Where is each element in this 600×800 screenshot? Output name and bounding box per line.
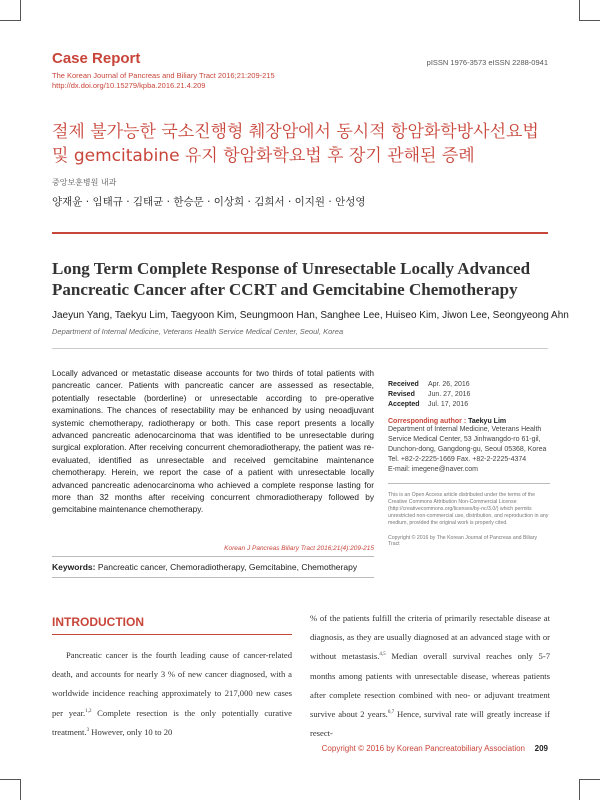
abstract-top-rule	[52, 348, 548, 349]
article-info-sidebar	[388, 380, 550, 547]
corresponding-author-heading	[388, 418, 550, 425]
introduction-rule	[52, 634, 292, 635]
issn: pISSN 1976-3573 eISSN 2288-0941	[426, 58, 548, 67]
intro-right-text-2: Median overall survival reaches only 5-7 months among patients with unresectable disease, whereas patients after complete resection combined with neo- or adjuvant treatment survive about 2 years.	[310, 651, 550, 720]
english-authors: Jaeyun Yang, Taekyu Lim, Taegyoon Kim, Seungmoon Han, Sanghee Lee, Huiseo Kim, Jiwon Lee, Seongyeong Ahn	[52, 310, 569, 321]
intro-right-text-3: Hence, survival rate will greatly increase if resect-	[310, 709, 551, 739]
keywords-label: Keywords:	[52, 562, 96, 572]
received-date: Apr. 26, 2016	[428, 381, 470, 388]
article-type: Case Report	[52, 50, 141, 67]
footer-copyright: Copyright © 2016 by Korean Pancreatobiliary Association	[321, 744, 525, 753]
sidebar-copyright: Copyright © 2016 by The Korean Journal of Pancreas and Biliary Tract	[388, 535, 538, 547]
keywords-bottom-rule	[52, 577, 374, 578]
introduction-right-column	[310, 609, 550, 743]
corresponding-author-address: Department of Internal Medicine, Veterans Health Service Medical Center, 53 Jinhwangdo-ro 61-gil, Dunchon-dong, Gangdong-gu, Seoul 05368, Korea	[388, 426, 547, 453]
english-title-line-2: Pancreatic Cancer after CCRT and Gemcitabine Chemotherapy	[52, 280, 518, 299]
korean-authors: 양재윤 · 임태규 · 김태균 · 한승문 · 이상희 · 김희서 · 이지원 · 안성영	[52, 196, 366, 208]
english-title-line-1: Long Term Complete Response of Unresectable Locally Advanced	[52, 259, 531, 278]
corresponding-author-email[interactable]: E-mail: imegene@naver.com	[388, 466, 478, 473]
corresponding-author-name: Taekyu Lim	[468, 418, 507, 425]
crop-mark-bottom-right	[579, 779, 600, 800]
accepted-date: Jul. 17, 2016	[428, 401, 469, 408]
korean-title-line-2: 및 gemcitabine 유지 항암화학요법 후 장기 관해된 증례	[52, 146, 475, 166]
abstract-citation: Korean J Pancreas Biliary Tract 2016;21(4):209-215	[224, 545, 374, 552]
corresponding-author-details	[388, 425, 550, 475]
korean-title	[52, 120, 552, 168]
intro-left-text-2: Complete resection is the only potentially curative treatment.	[52, 707, 292, 737]
revised-date: Jun. 27, 2016	[428, 391, 471, 398]
keywords-list: Pancreatic cancer, Chemoradiotherapy, Gemcitabine, Chemotherapy	[97, 562, 358, 572]
accepted-label: Accepted	[388, 401, 420, 408]
english-affiliation: Department of Internal Medicine, Veterans Health Service Medical Center, Seoul, Korea	[52, 327, 344, 336]
korean-title-line-1: 절제 불가능한 국소진행형 췌장암에서 동시적 항암화학방사선요법	[52, 122, 539, 142]
intro-right-ref-1: 4,5	[379, 652, 386, 658]
corresponding-author-label: Corresponding author :	[388, 418, 467, 425]
corresponding-author-phone: Tel. +82-2-2225-1669 Fax. +82-2-2225-4374	[388, 456, 527, 463]
received-label: Received	[388, 381, 419, 388]
intro-left-text-1: Pancreatic cancer is the fourth leading cause of cancer-related death, and accounts for nearly 3 % of new cancer diagnosed, with a worldwide incidence reaching approximately to 217,000 new cases per year.	[52, 650, 292, 718]
abstract-text: Locally advanced or metastatic disease accounts for two thirds of total patients with pancreatic cancer. Patients with pancreatic cancer are assessed as resectable, potentially resectable (borderline) or unresectable according to pre-operative examinations. The chances of resectability may be enhanced by using neoadjuvant systemic chemotherapy, radiotherapy or both. This case report presents a locally advanced pancreatic adenocarcinoma that was identified to be unresectable during surgical exploration. After receiving concurrent chemoradiotherapy, the patient was re-evaluated, identified as unresectable and received gemcitabine maintenance chemotherapy. Herein, we report the case of a patient with unresectable locally advanced pancreatic adenocarcinoma who achieved a complete response lasting for more than 32 months after receiving concurrent chmoradiotherapy followed by gemcitabine maintenance chemotherapy.	[52, 368, 374, 515]
intro-left-text-3: However, only 10 to 20	[89, 726, 173, 737]
crop-mark-bottom-left	[0, 779, 21, 800]
page-number: 209	[534, 744, 548, 753]
keywords	[52, 562, 357, 572]
article-dates	[388, 380, 550, 410]
introduction-heading: INTRODUCTION	[52, 615, 144, 629]
intro-left-ref-2: 3	[86, 727, 90, 733]
doi-link[interactable]: http://dx.doi.org/10.15279/kpba.2016.21.4.209	[52, 81, 206, 90]
crop-mark-top-left	[0, 0, 21, 21]
intro-left-ref-1: 1,2	[85, 708, 92, 714]
korean-affiliation: 중앙보훈병원 내과	[52, 178, 117, 187]
introduction-left-column	[52, 646, 292, 742]
open-access-notice: This is an Open Access article distributed under the terms of the Creative Commons Attribution Non-Commercial License (http://creativecommons.org/licenses/by-nc/3.0/) which permits unrestricted non-commercial use, distribution, and reproduction in any medium, provided the original work is properly cited.	[388, 492, 549, 526]
intro-right-text-1: % of the patients fulfill the criteria of primarily resectable disease at diagnosis, as they are usually diagnosed at an advanced stage with or without metastasis.	[310, 613, 550, 662]
intro-right-ref-2: 6,7	[387, 710, 395, 716]
title-divider	[52, 232, 548, 234]
english-title	[52, 258, 552, 300]
crop-mark-top-right	[579, 0, 600, 21]
journal-citation: The Korean Journal of Pancreas and Biliary Tract 2016;21:209-215	[52, 71, 275, 80]
revised-label: Revised	[388, 391, 415, 398]
sidebar-divider	[388, 483, 550, 484]
keywords-rule	[52, 556, 374, 557]
